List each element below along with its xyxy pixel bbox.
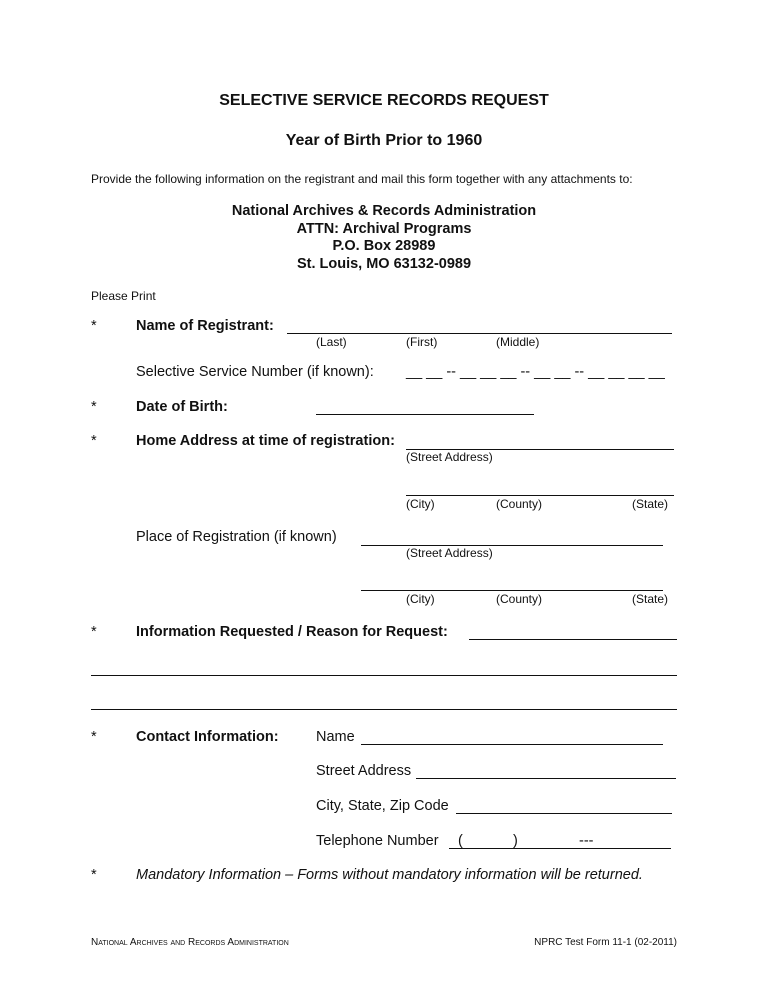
place-registration-label: Place of Registration (if known) [136, 529, 337, 545]
phone-dash: --- [579, 833, 594, 849]
mandatory-note: Mandatory Information – Forms without mandatory information will be returned. [136, 867, 643, 883]
contact-info-label: Contact Information: [136, 729, 279, 745]
contact-phone-field[interactable] [449, 832, 671, 849]
mandatory-asterisk: * [91, 624, 97, 640]
home-street-caption: (Street Address) [406, 450, 493, 464]
ssn-label: Selective Service Number (if known): [136, 364, 374, 380]
footer-form-number: NPRC Test Form 11-1 (02-2011) [534, 937, 677, 948]
home-city-county-state-field[interactable] [406, 479, 674, 496]
form-subtitle: Year of Birth Prior to 1960 [285, 132, 483, 149]
form-title: SELECTIVE SERVICE RECORDS REQUEST [219, 92, 549, 109]
name-first-caption: (First) [406, 335, 438, 349]
home-street-field[interactable] [406, 433, 674, 450]
home-state-caption: (State) [632, 497, 669, 511]
footer-agency: National Archives and Records Administration [91, 937, 289, 948]
home-county-caption: (County) [496, 497, 543, 511]
contact-name-field[interactable] [361, 728, 663, 745]
mandatory-asterisk: * [91, 318, 97, 334]
contact-street-field[interactable] [416, 762, 676, 779]
contact-street-label: Street Address [316, 763, 412, 779]
place-state-caption: (State) [632, 592, 669, 606]
mailing-instruction: Provide the following information on the registrant and mail this form together with any attachments to: [91, 172, 633, 186]
registrant-name-field[interactable] [287, 317, 672, 334]
name-middle-caption: (Middle) [496, 335, 540, 349]
contact-name-label: Name [316, 729, 355, 745]
address-line-4: St. Louis, MO 63132-0989 [296, 255, 472, 272]
please-print-note: Please Print [91, 289, 156, 303]
place-city-county-state-field[interactable] [361, 574, 663, 591]
ssn-field[interactable]: __ __ -- __ __ __ -- __ __ -- __ __ __ __ [406, 364, 665, 380]
mandatory-asterisk: * [91, 399, 97, 415]
dob-field[interactable] [316, 398, 534, 415]
place-street-caption: (Street Address) [406, 546, 493, 560]
info-requested-field[interactable] [469, 623, 677, 640]
name-last-caption: (Last) [316, 335, 347, 349]
dob-label: Date of Birth: [136, 399, 228, 415]
place-city-caption: (City) [406, 592, 435, 606]
place-street-field[interactable] [361, 529, 663, 546]
address-line-1: National Archives & Records Administration [231, 203, 537, 219]
contact-city-label: City, State, Zip Code [316, 798, 449, 814]
home-city-caption: (City) [406, 497, 435, 511]
mandatory-asterisk: * [91, 867, 97, 883]
registrant-name-label: Name of Registrant: [136, 318, 274, 334]
place-county-caption: (County) [496, 592, 543, 606]
phone-close-paren: ) [513, 833, 518, 849]
address-line-3: P.O. Box 28989 [332, 238, 436, 254]
info-requested-line-2[interactable] [91, 659, 677, 676]
mandatory-asterisk: * [91, 433, 97, 449]
mandatory-asterisk: * [91, 729, 97, 745]
home-address-label: Home Address at time of registration: [136, 433, 395, 449]
contact-city-field[interactable] [456, 797, 672, 814]
contact-phone-label: Telephone Number [316, 833, 439, 849]
info-requested-line-3[interactable] [91, 693, 677, 710]
info-requested-label: Information Requested / Reason for Request: [136, 624, 448, 640]
address-line-2: ATTN: Archival Programs [296, 220, 472, 237]
phone-open-paren: ( [458, 833, 463, 849]
